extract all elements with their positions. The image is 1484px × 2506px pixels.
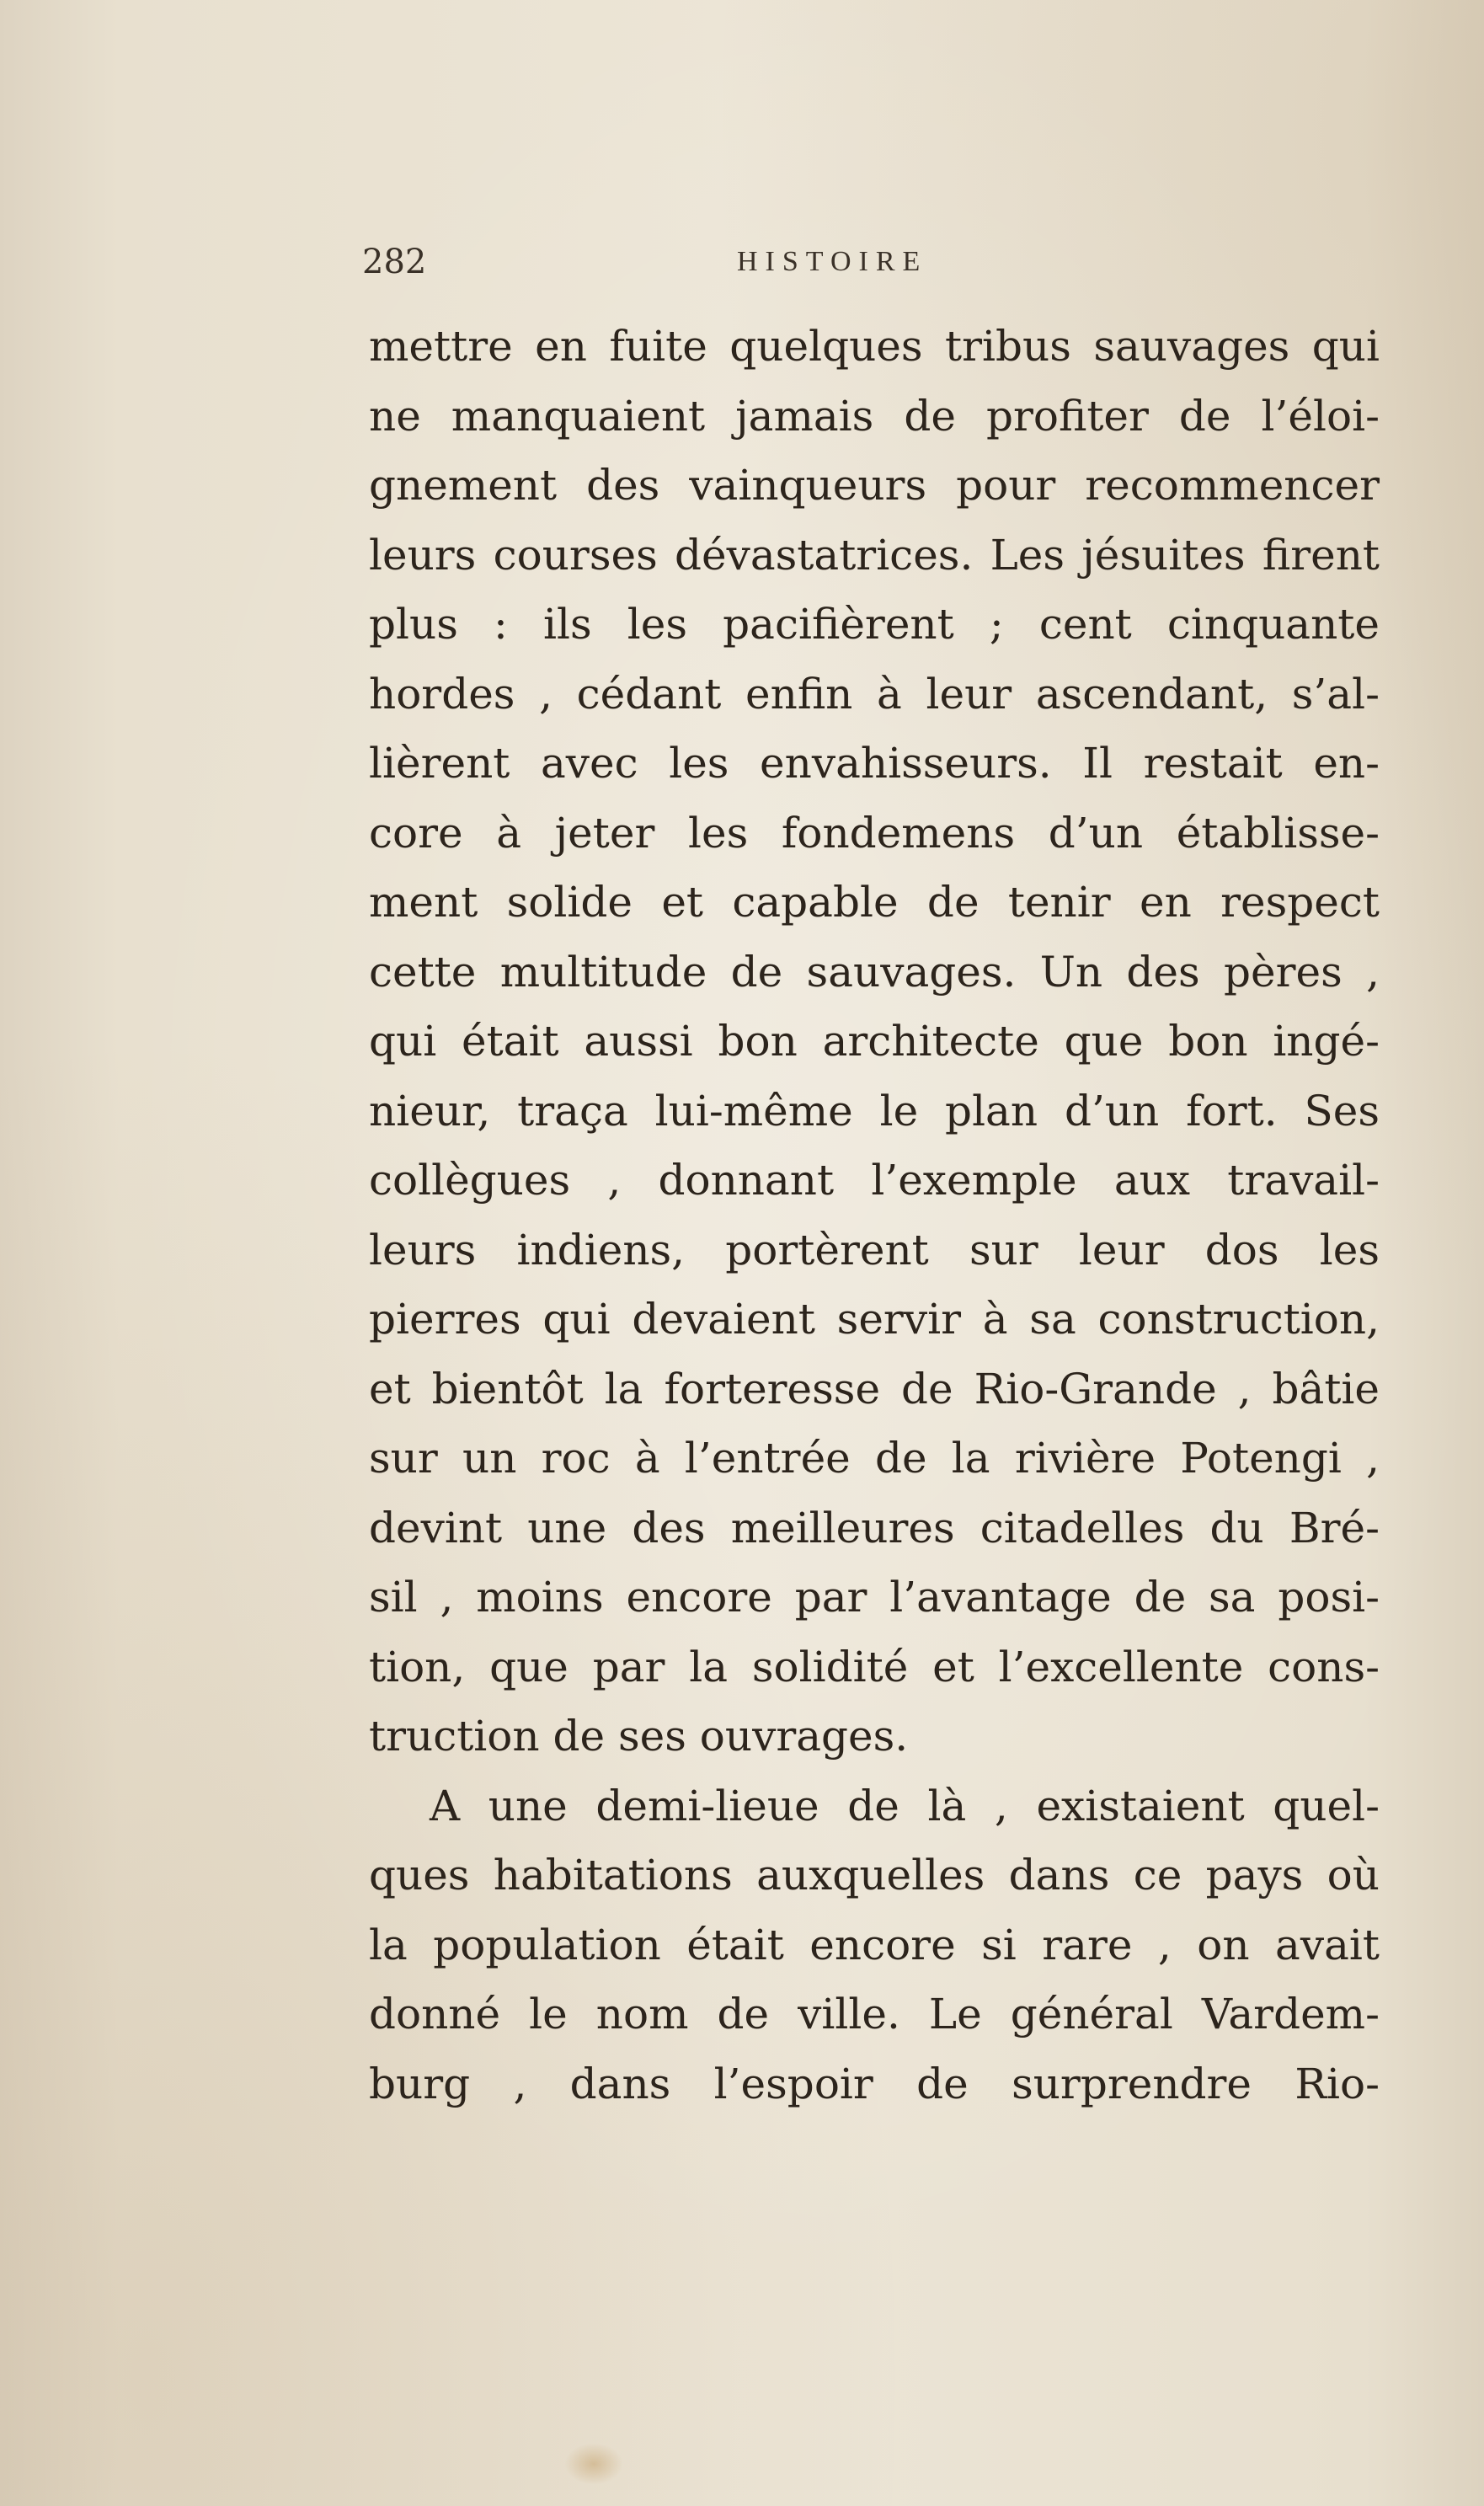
text-line: ques habitations auxquelles dans ce pays où (369, 1851, 1380, 1900)
text-line: burg , dans l’espoir de surprendre Rio- (369, 2059, 1380, 2108)
text-line: et bientôt la forteresse de Rio-Grande , bâtie (369, 1364, 1380, 1413)
text-line: gnement des vainqueurs pour recommencer (369, 461, 1380, 510)
paper-stain (564, 2443, 623, 2485)
running-head (362, 243, 1390, 293)
text-line: lièrent avec les envahisseurs. Il restait en- (369, 739, 1380, 788)
text-line: sur un roc à l’entrée de la rivière Potengi , (369, 1434, 1380, 1483)
text-line: core à jeter les fondemens d’un établisse- (369, 808, 1380, 858)
text-line: ment solide et capable de tenir en respect (369, 878, 1380, 927)
text-line: nieur, traça lui-même le plan d’un fort. Ses (369, 1086, 1380, 1135)
text-line: collègues , donnant l’exemple aux travail- (369, 1156, 1380, 1205)
text-line: mettre en fuite quelques tribus sauvages qui (369, 322, 1380, 371)
paragraph-start-line: A une demi-lieue de là , existaient quel- (430, 1781, 1380, 1830)
text-line: leurs indiens, portèrent sur leur dos les (369, 1225, 1380, 1274)
body-text (369, 312, 1380, 2119)
text-line: hordes , cédant enfin à leur ascendant, s’al- (369, 669, 1380, 719)
text-line: pierres qui devaient servir à sa construction, (369, 1295, 1380, 1344)
text-line: la population était encore si rare , on avait (369, 1920, 1380, 1969)
page-number: 282 (362, 243, 427, 281)
paragraph-end-line: truction de ses ouvrages. (369, 1712, 909, 1761)
running-title: HISTOIRE (737, 246, 928, 277)
text-line: leurs courses dévastatrices. Les jésuites firent (369, 530, 1380, 580)
text-line: tion, que par la solidité et l’excellente cons- (369, 1642, 1380, 1691)
text-line: cette multitude de sauvages. Un des pères , (369, 947, 1380, 997)
text-line: qui était aussi bon architecte que bon ingé- (369, 1017, 1380, 1066)
text-line: plus : ils les pacifièrent ; cent cinquante (369, 600, 1380, 649)
text-line: ne manquaient jamais de profiter de l’éloi- (369, 391, 1380, 441)
text-line: donné le nom de ville. Le général Vardem- (369, 1990, 1380, 2038)
text-line: devint une des meilleures citadelles du Bré- (369, 1503, 1380, 1552)
text-line: sil , moins encore par l’avantage de sa posi- (369, 1573, 1380, 1622)
